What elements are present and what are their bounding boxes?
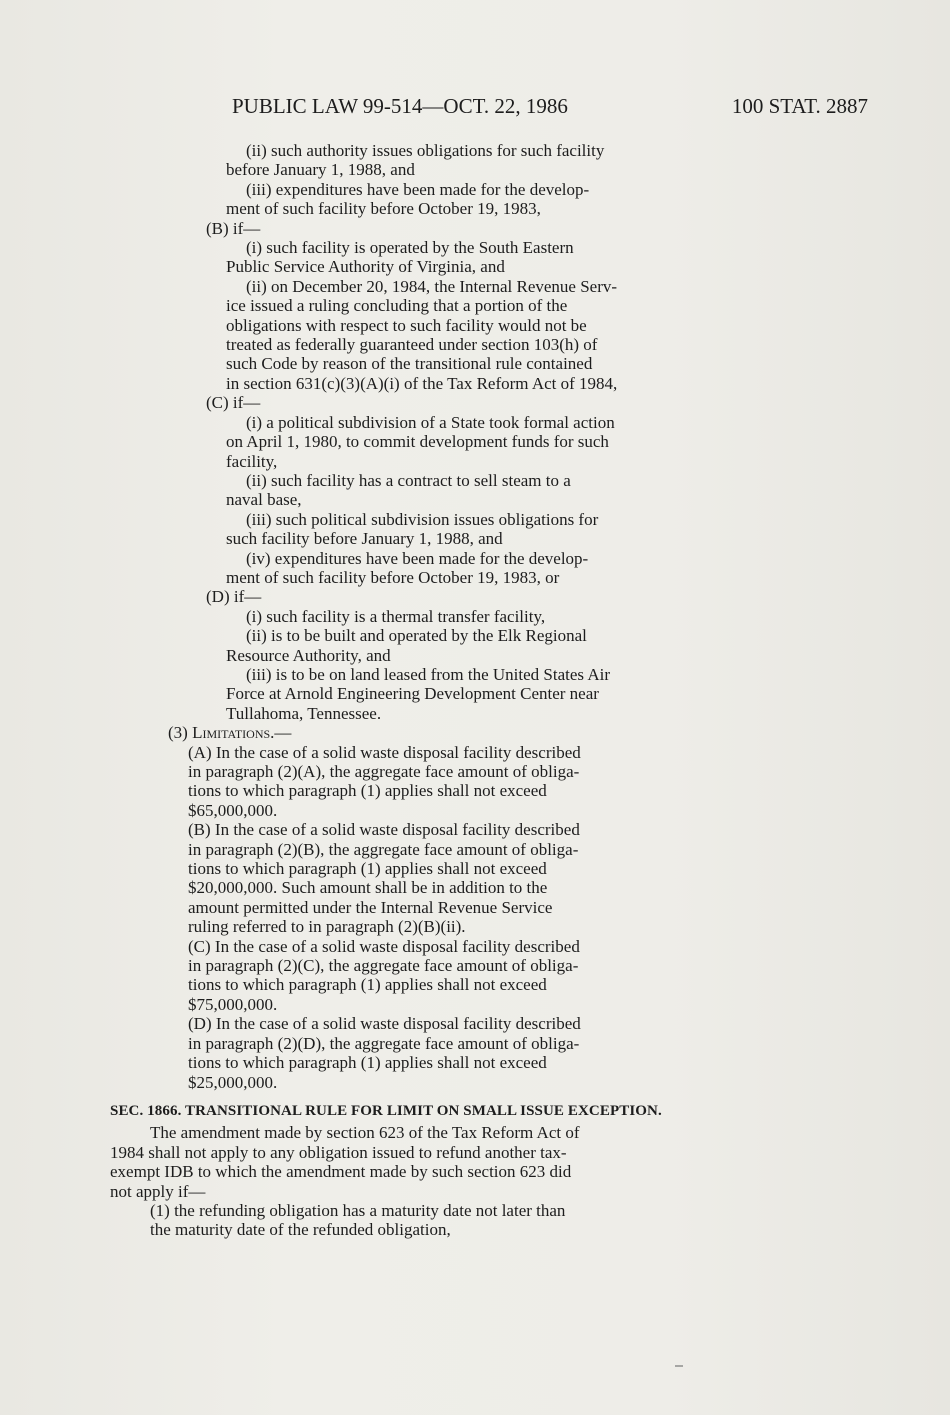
text-line: ice issued a ruling concluding that a portion of the xyxy=(226,296,568,316)
text-line: tions to which paragraph (1) applies shall not exceed xyxy=(188,781,547,801)
section-heading: SEC. 1866. TRANSITIONAL RULE FOR LIMIT ON SMALL ISSUE EXCEPTION. xyxy=(110,1102,662,1119)
text-line: (iv) expenditures have been made for the develop- xyxy=(246,548,589,568)
text-line: tions to which paragraph (1) applies shall not exceed xyxy=(188,975,547,995)
header-stat-page: 100 STAT. 2887 xyxy=(731,94,868,118)
document-body xyxy=(110,141,732,1240)
section-text xyxy=(110,1123,732,1239)
section-line: 1984 shall not apply to any obligation issued to refund another tax- xyxy=(110,1142,567,1162)
text-line: in paragraph (2)(B), the aggregate face amount of obliga- xyxy=(188,839,579,859)
text-line: (3) Limitations.— xyxy=(168,723,292,743)
text-line: treated as federally guaranteed under section 103(h) of xyxy=(226,335,598,355)
section-line: the maturity date of the refunded obligation, xyxy=(150,1220,451,1240)
text-line: (iii) expenditures have been made for the develop- xyxy=(246,179,590,199)
text-line: on April 1, 1980, to commit development funds for such xyxy=(226,432,609,452)
section-line: The amendment made by section 623 of the Tax Reform Act of xyxy=(150,1123,580,1143)
text-line: $65,000,000. xyxy=(188,800,278,820)
text-line: (ii) on December 20, 1984, the Internal Revenue Serv- xyxy=(246,276,618,296)
text-line: (i) such facility is operated by the South Eastern xyxy=(246,238,574,258)
page-mark xyxy=(675,1365,683,1367)
section-line: not apply if— xyxy=(110,1181,206,1201)
text-line: (B) In the case of a solid waste disposal facility described xyxy=(188,820,580,840)
text-line: tions to which paragraph (1) applies shall not exceed xyxy=(188,859,547,879)
text-line: ruling referred to in paragraph (2)(B)(ii). xyxy=(188,917,466,937)
text-line: (D) In the case of a solid waste disposal facility described xyxy=(188,1014,581,1034)
section-line: exempt IDB to which the amendment made by such section 623 did xyxy=(110,1162,572,1182)
text-line: (ii) such facility has a contract to sell steam to a xyxy=(246,470,571,490)
text-line: in paragraph (2)(D), the aggregate face amount of obliga- xyxy=(188,1033,580,1053)
text-line: (iii) is to be on land leased from the United States Air xyxy=(246,664,611,684)
text-line: facility, xyxy=(226,451,278,471)
text-line: in paragraph (2)(C), the aggregate face amount of obliga- xyxy=(188,956,579,976)
text-line: (i) such facility is a thermal transfer facility, xyxy=(246,606,546,626)
text-line: $20,000,000. Such amount shall be in addition to the xyxy=(188,878,548,898)
text-line: ment of such facility before October 19, 1983, or xyxy=(226,567,560,587)
text-line: tions to which paragraph (1) applies shall not exceed xyxy=(188,1053,547,1073)
page-header xyxy=(232,94,868,120)
text-line: (C) In the case of a solid waste disposal facility described xyxy=(188,936,580,956)
text-line: in paragraph (2)(A), the aggregate face amount of obliga- xyxy=(188,762,580,781)
statute-text xyxy=(110,141,732,1092)
text-line: before January 1, 1988, and xyxy=(226,160,415,180)
section-line: (1) the refunding obligation has a maturity date not later than xyxy=(150,1200,566,1220)
text-line: Tullahoma, Tennessee. xyxy=(226,703,382,723)
text-line: (A) In the case of a solid waste disposal facility described xyxy=(188,742,581,762)
text-line: Public Service Authority of Virginia, and xyxy=(226,257,505,277)
text-line: Force at Arnold Engineering Development Center near xyxy=(226,684,599,704)
text-line: such Code by reason of the transitional rule contained xyxy=(226,354,593,374)
text-line: ment of such facility before October 19, 1983, xyxy=(226,199,541,219)
text-line: in section 631(c)(3)(A)(i) of the Tax Reform Act of 1984, xyxy=(226,373,618,393)
text-line: Resource Authority, and xyxy=(226,645,391,665)
text-line: (C) if— xyxy=(206,393,261,413)
text-line: (iii) such political subdivision issues obligations for xyxy=(246,509,599,529)
text-line: such facility before January 1, 1988, and xyxy=(226,529,503,549)
text-line: (i) a political subdivision of a State took formal action xyxy=(246,412,615,432)
header-law-citation: PUBLIC LAW 99-514—OCT. 22, 1986 xyxy=(232,94,568,118)
text-line: $25,000,000. xyxy=(188,1072,278,1092)
text-line: amount permitted under the Internal Revenue Service xyxy=(188,897,553,917)
text-line: naval base, xyxy=(226,490,302,510)
text-line: obligations with respect to such facility would not be xyxy=(226,315,587,335)
text-line: (ii) such authority issues obligations for such facility xyxy=(246,141,605,160)
text-line: $75,000,000. xyxy=(188,994,278,1014)
text-line: (B) if— xyxy=(206,218,261,238)
text-line: (ii) is to be built and operated by the Elk Regional xyxy=(246,626,587,646)
text-line: (D) if— xyxy=(206,587,262,607)
